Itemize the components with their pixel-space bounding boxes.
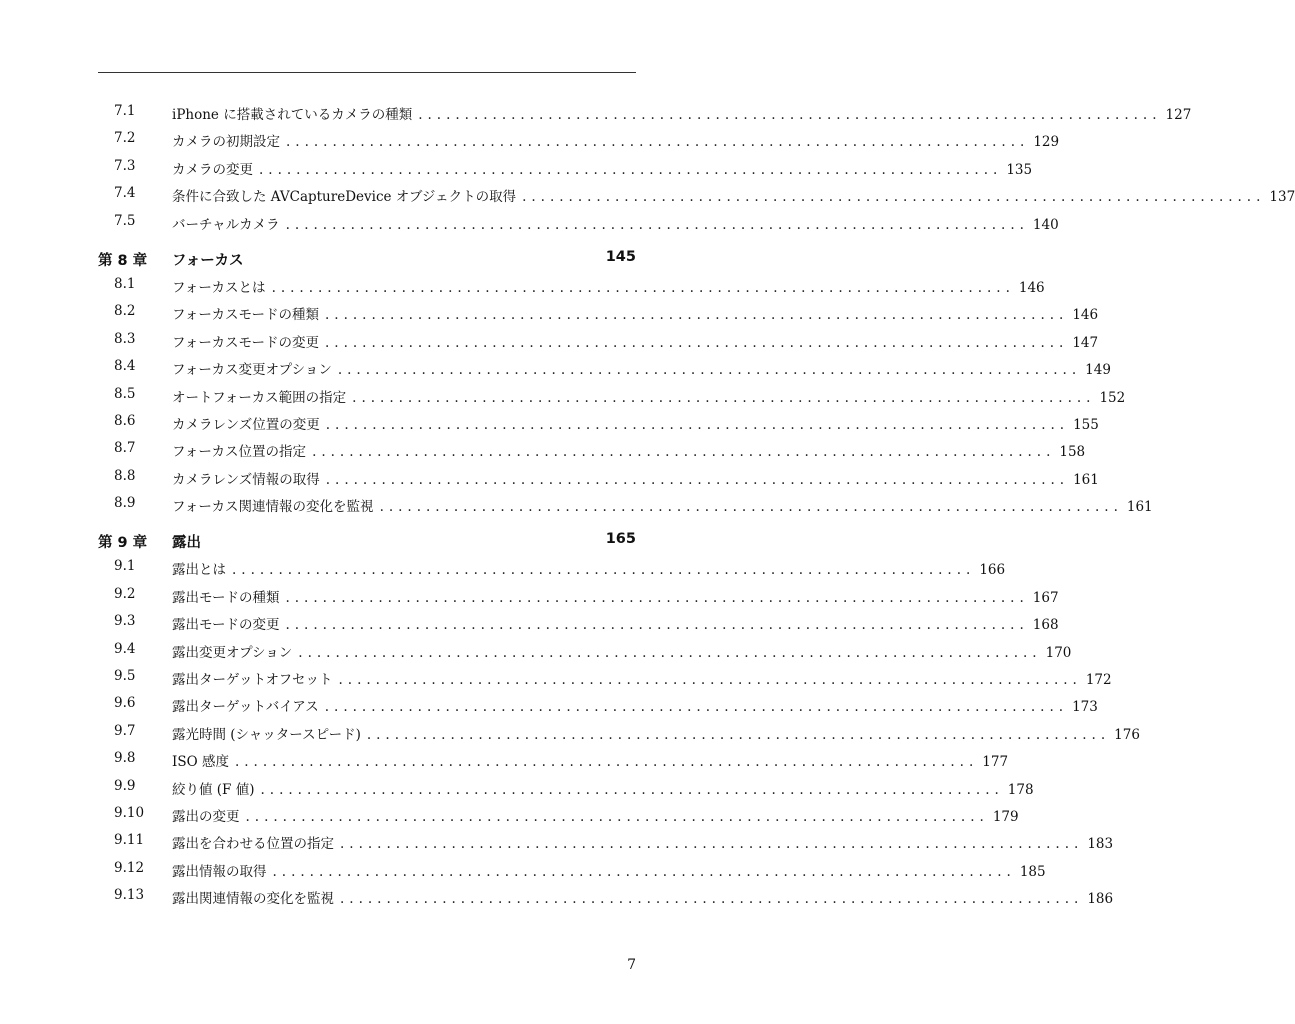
toc-entry[interactable]: [98, 554, 1006, 581]
page-ref: 155: [1073, 416, 1099, 433]
entry-line: [172, 558, 1006, 579]
dot-leader: ................................................................................: [340, 891, 1084, 908]
section-number: 8.2: [114, 303, 136, 320]
dot-leader: ................................................................................: [234, 754, 979, 771]
entry-line: [172, 641, 1072, 661]
section-title: 露出の変更: [172, 808, 240, 825]
dot-leader: ................................................................................: [418, 107, 1162, 123]
page-ref: 137: [1269, 189, 1295, 206]
page-ref: 170: [1045, 644, 1072, 661]
page-ref: 158: [1059, 444, 1086, 461]
entry-line: [172, 103, 1192, 123]
entry-line: [172, 130, 1060, 151]
section-number: 7.3: [114, 157, 136, 174]
entry-line: [172, 413, 1099, 433]
dot-leader: ................................................................................: [352, 389, 1096, 406]
page-ref: 173: [1072, 699, 1098, 716]
page-number: 7: [627, 957, 636, 973]
toc-entry[interactable]: [98, 126, 1060, 153]
section-title: 絞り値 (F 値): [172, 781, 255, 798]
section-title: ISO 感度: [172, 754, 229, 771]
entry-line: [172, 331, 1099, 351]
page-ref: 161: [1073, 471, 1099, 488]
section-title: フォーカスとは: [172, 279, 266, 296]
entry-line: [172, 158, 1033, 178]
section-number: 8.3: [114, 330, 136, 347]
section-number: 9.9: [114, 777, 136, 794]
entry-line: [172, 887, 1114, 908]
section-title: カメラレンズ位置の変更: [172, 416, 320, 433]
section-title: 露出モードの変更: [172, 617, 280, 634]
chapter-label: 第 8 章: [98, 252, 148, 269]
chapter-title: 露出: [172, 535, 201, 552]
section-title: フォーカス位置の指定: [172, 444, 307, 461]
section-number: 9.1: [114, 558, 136, 575]
chapter-heading[interactable]: [98, 245, 636, 272]
dot-leader: ................................................................................: [325, 416, 1070, 433]
dot-leader: ................................................................................: [312, 444, 1056, 461]
dot-leader: ................................................................................: [337, 362, 1082, 379]
toc-entry[interactable]: [98, 691, 1098, 718]
entry-line: [172, 832, 1114, 853]
section-title: オートフォーカス範囲の指定: [172, 389, 347, 406]
section-title: 露光時間 (シャッタースピード): [172, 726, 361, 743]
section-number: 9.7: [114, 722, 136, 739]
dot-leader: ................................................................................: [271, 279, 1015, 296]
page-ref: 178: [1007, 781, 1034, 798]
entry-line: [172, 213, 1059, 233]
dot-leader: ................................................................................: [260, 781, 1004, 798]
chapter-label: 第 9 章: [98, 535, 148, 552]
dot-leader: ................................................................................: [286, 134, 1030, 151]
section-number: 7.4: [114, 185, 136, 202]
page-ref: 183: [1087, 836, 1114, 853]
section-title: 露出情報の取得: [172, 863, 267, 880]
page-ref: 147: [1072, 334, 1099, 351]
section-number: 9.3: [114, 613, 136, 630]
section-title: カメラの変更: [172, 161, 253, 178]
toc-entry[interactable]: [98, 774, 1034, 801]
section-title: 露出とは: [172, 562, 226, 579]
toc-entry[interactable]: [98, 637, 1072, 664]
section-title: フォーカス関連情報の変化を監視: [172, 499, 374, 516]
section-title: カメラの初期設定: [172, 134, 280, 151]
section-title: 条件に合致した AVCaptureDevice オブジェクトの取得: [172, 189, 517, 206]
toc-entry[interactable]: [98, 209, 1059, 236]
page-ref: 152: [1099, 389, 1126, 406]
section-number: 8.9: [114, 495, 136, 512]
page-ref: 129: [1033, 134, 1060, 151]
section-number: 9.12: [114, 859, 145, 876]
toc-entry[interactable]: [98, 409, 1099, 436]
section-number: 8.5: [114, 385, 136, 402]
section-title: カメラレンズ情報の取得: [172, 471, 320, 488]
chapter-page: 145: [605, 248, 636, 265]
section-title: バーチャルカメラ: [172, 216, 280, 233]
toc-entry[interactable]: [98, 436, 1086, 463]
section-title: フォーカスモードの変更: [172, 334, 320, 351]
chapter-heading[interactable]: [98, 527, 636, 554]
entry-line: [172, 303, 1099, 324]
toc-entry[interactable]: [98, 327, 1099, 354]
toc-entry[interactable]: [98, 299, 1099, 326]
section-title: 露出ターゲットバイアス: [172, 699, 319, 716]
section-number: 7.1: [114, 103, 136, 119]
page-ref: 127: [1165, 107, 1192, 123]
page-ref: 146: [1072, 307, 1099, 324]
section-number: 9.5: [114, 668, 136, 685]
page-ref: 161: [1126, 499, 1153, 516]
toc-entry[interactable]: [98, 828, 1114, 855]
entry-line: [172, 495, 1153, 516]
page-ref: 177: [982, 754, 1009, 771]
page-ref: 135: [1006, 161, 1033, 178]
chapter-title: フォーカス: [172, 252, 244, 269]
entry-line: [172, 613, 1059, 634]
page-ref: 176: [1114, 726, 1140, 743]
section-number: 7.2: [114, 130, 136, 147]
page-ref: 149: [1085, 362, 1111, 379]
table-of-contents: [98, 99, 1295, 911]
entry-line: [172, 276, 1045, 296]
toc-entry[interactable]: [98, 609, 1059, 636]
dot-leader: ................................................................................: [285, 589, 1029, 606]
toc-entry[interactable]: [98, 99, 1192, 126]
dot-leader: ................................................................................: [285, 617, 1029, 634]
page-ref: 146: [1018, 279, 1045, 296]
toc-entry[interactable]: [98, 664, 1112, 691]
section-number: 8.6: [114, 412, 136, 429]
dot-leader: ................................................................................: [272, 863, 1016, 880]
section-number: 9.8: [114, 750, 136, 767]
toc-entry[interactable]: [98, 272, 1045, 299]
dot-leader: ................................................................................: [340, 836, 1084, 853]
section-title: 露出関連情報の変化を監視: [172, 891, 334, 908]
dot-leader: ................................................................................: [325, 471, 1070, 488]
section-number: 8.8: [114, 467, 136, 484]
dot-leader: ................................................................................: [325, 307, 1069, 324]
section-number: 8.1: [114, 275, 136, 292]
header-rule: [98, 72, 636, 73]
entry-line: [172, 750, 1009, 771]
section-title: 露出ターゲットオフセット: [172, 672, 333, 689]
section-number: 7.5: [114, 212, 136, 229]
section-number: 9.10: [114, 804, 145, 821]
dot-leader: ................................................................................: [259, 161, 1003, 178]
dot-leader: ................................................................................: [379, 499, 1123, 516]
page-ref: 172: [1085, 672, 1112, 689]
toc-entry[interactable]: [98, 382, 1126, 409]
section-title: 露出を合わせる位置の指定: [172, 836, 334, 853]
toc-entry[interactable]: [98, 746, 1009, 773]
toc-entry[interactable]: [98, 856, 1046, 883]
page-ref: 166: [979, 562, 1006, 579]
toc-entry[interactable]: [98, 883, 1114, 910]
toc-entry[interactable]: [98, 354, 1111, 381]
entry-line: [172, 778, 1034, 798]
page-ref: 168: [1032, 617, 1059, 634]
dot-leader: ................................................................................: [298, 644, 1042, 661]
section-title: 露出モードの種類: [172, 589, 280, 606]
dot-leader: ................................................................................: [338, 672, 1082, 689]
section-number: 9.2: [114, 585, 136, 602]
dot-leader: ................................................................................: [245, 808, 989, 825]
entry-line: [172, 468, 1099, 488]
section-title: iPhone に搭載されているカメラの種類: [172, 107, 413, 123]
entry-line: [172, 358, 1111, 379]
toc-entry[interactable]: [98, 491, 1153, 518]
page-ref: 140: [1032, 216, 1059, 233]
dot-leader: ................................................................................: [522, 189, 1266, 206]
toc-entry[interactable]: [98, 154, 1033, 181]
entry-line: [172, 860, 1046, 880]
section-number: 9.11: [114, 832, 145, 849]
section-title: フォーカスモードの種類: [172, 307, 320, 324]
page-ref: 179: [992, 808, 1019, 825]
entry-line: [172, 805, 1019, 825]
toc-entry[interactable]: [98, 801, 1019, 828]
toc-entry[interactable]: [98, 719, 1140, 746]
toc-entry[interactable]: [98, 464, 1099, 491]
entry-line: [172, 185, 1295, 206]
section-title: 露出変更オプション: [172, 644, 293, 661]
dot-leader: ................................................................................: [324, 699, 1069, 716]
section-number: 9.13: [114, 887, 145, 904]
entry-line: [172, 668, 1112, 689]
page-ref: 185: [1019, 863, 1046, 880]
section-number: 8.7: [114, 440, 136, 457]
section-title: フォーカス変更オプション: [172, 362, 332, 379]
toc-entry[interactable]: [98, 582, 1059, 609]
entry-line: [172, 695, 1098, 716]
entry-line: [172, 586, 1059, 606]
section-number: 9.6: [114, 695, 136, 712]
dot-leader: ................................................................................: [325, 334, 1069, 351]
dot-leader: ................................................................................: [232, 562, 976, 579]
section-number: 9.4: [114, 640, 136, 657]
entry-line: [172, 386, 1126, 406]
dot-leader: ................................................................................: [285, 216, 1029, 233]
page-ref: 186: [1087, 891, 1114, 908]
dot-leader: ................................................................................: [366, 726, 1111, 743]
chapter-page: 165: [605, 531, 636, 548]
entry-line: [172, 723, 1140, 743]
entry-line: [172, 440, 1086, 461]
section-number: 8.4: [114, 358, 136, 375]
toc-entry[interactable]: [98, 181, 1295, 208]
page-ref: 167: [1032, 589, 1059, 606]
